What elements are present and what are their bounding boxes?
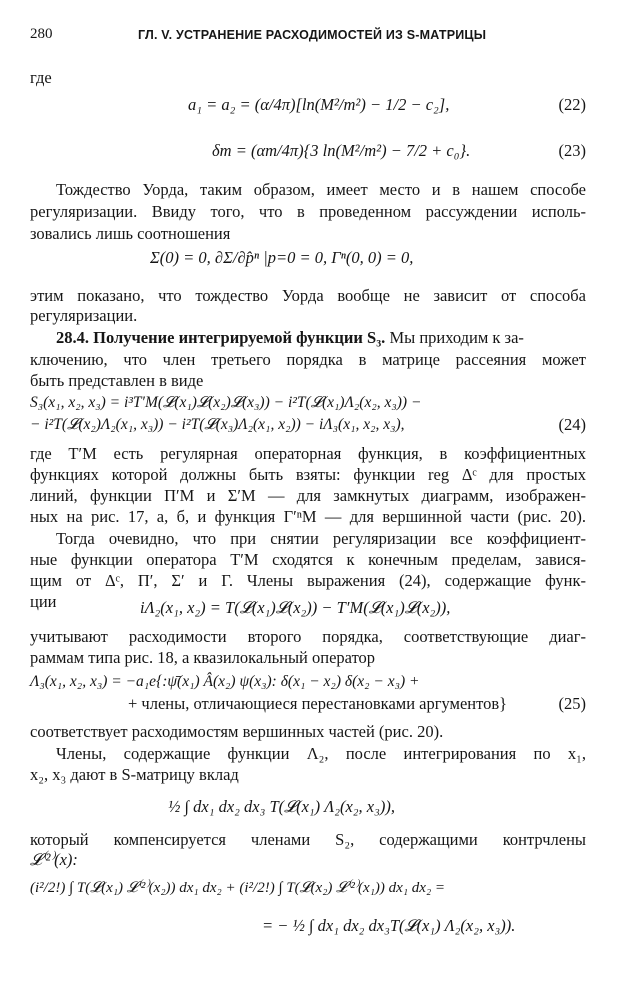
paragraph-line: этим показано, что тождество Уорда вообще не зависит от способа [30, 286, 586, 305]
paragraph-line: соответствует расходимостям вершинных частей (рис. 20). [30, 722, 444, 741]
paragraph-line: ных на рис. 17, а, б, и функция Γ′ⁿM — для вершинной части (рис. 20). [30, 507, 586, 526]
paragraph-line: Члены, содержащие функции Λ₂, после интегрирования по x₁, [56, 744, 586, 763]
paragraph-line: ции [30, 592, 57, 611]
paragraph-line: Тогда очевидно, что при снятии регуляризации все коэффициент- [56, 529, 586, 548]
paragraph-line: линий, функции Π′M и Σ′M — для замкнутых диаграмм, изображен- [30, 486, 586, 505]
equation-24-line2: − i²T(𝓛(x₂)Λ₂(x₁, x₃)) − i²T(𝓛(x₃)Λ₂(x₁, x₂)) − iΛ₃(x₁, x₂, x₃), [30, 416, 405, 433]
paragraph-line: раммам типа рис. 18, а квазилокальный оператор [30, 648, 376, 667]
paragraph-line: Тождество Уорда, таким образом, имеет место и в нашем способе [56, 180, 586, 199]
paragraph-line: учитывают расходимости второго порядка, соответствующие диаг- [30, 627, 586, 646]
page-number: 280 [30, 26, 53, 42]
paragraph-line: Мы приходим к за- [389, 328, 524, 347]
paragraph-line: где T′M есть регулярная операторная функция, в коэффициентных [30, 444, 586, 463]
equation-22: a₁ = a₂ = (α/4π)[ln(M²/m²) − 1/2 − c₂], [188, 95, 450, 114]
equation-24-line1: S₃(x₁, x₂, x₃) = i³T′M(𝓛(x₁)𝓛(x₂)𝓛(x₃)) − i²T(𝓛(x₁)Λ₂(x₂, x₃)) − [30, 394, 422, 411]
equation-25-number: (25) [558, 694, 586, 713]
running-header [30, 26, 596, 48]
section-heading-line [56, 328, 586, 348]
equation-23: δm = (αm/4π){3 ln(M²/m²) − 7/2 + c₀}. [212, 141, 471, 160]
equation-23-number: (23) [558, 141, 586, 160]
intro-word: где [30, 68, 52, 87]
paragraph-line: регуляризации. [30, 306, 138, 325]
equation-25-line2: + члены, отличающиеся перестановками аргументов} [128, 694, 508, 713]
paragraph-line: зовались лишь соотношения [30, 224, 231, 243]
paragraph-line: ные функции оператора T′M сходятся к конечным пределам, завися- [30, 550, 586, 569]
paragraph-line: ключению, что член третьего порядка в матрице рассеяния может [30, 350, 586, 369]
equation-25-line1: Λ₃(x₁, x₂, x₃) = −a₁e{:ψ̄(x₁) Â(x₂) ψ(x₃): δ(x₁ − x₂) δ(x₂ − x₃) + [30, 673, 420, 690]
paragraph-line: который компенсируется членами S₂, содержащими контрчлены [30, 830, 586, 849]
equation-final-line2: = − ½ ∫ dx₁ dx₂ dx₃T(𝓛(x₁) Λ₂(x₂, x₃)). [262, 916, 516, 935]
equation-22-number: (22) [558, 95, 586, 114]
paragraph-line: регуляризации. Ввиду того, что в проведенном рассуждении исполь- [30, 202, 586, 221]
equation-contribution: ½ ∫ dx₁ dx₂ dx₃ T(𝓛(x₁) Λ₂(x₂, x₃)), [168, 797, 395, 816]
equation-relations: Σ(0) = 0, ∂Σ/∂p̂ⁿ |p=0 = 0, Γⁿ(0, 0) = 0, [150, 248, 414, 267]
equation-24-number: (24) [558, 415, 586, 434]
paragraph-line: щим от Δᶜ, Π′, Σ′ и Γ. Члены выражения (24), содержащие функ- [30, 571, 586, 590]
paragraph-line: функциях которой должны быть взяты: функции reg Δᶜ для простых [30, 465, 586, 484]
section-title: 28.4. Получение интегрируемой функции S₃. [56, 328, 386, 347]
paragraph-line: x₂, x₃ дают в S-матрицу вклад [30, 765, 239, 784]
paragraph-line: 𝓛⁽²⁾(x): [30, 850, 78, 869]
equation-lambda2: iΛ₂(x₁, x₂) = T(𝓛(x₁)𝓛(x₂)) − T′M(𝓛(x₁)𝓛(x₂)), [140, 598, 451, 617]
running-title: ГЛ. V. УСТРАНЕНИЕ РАСХОДИМОСТЕЙ ИЗ S-МАТРИЦЫ [138, 28, 487, 42]
paragraph-line: быть представлен в виде [30, 371, 204, 390]
equation-final-line1: (i²/2!) ∫ T(𝓛(x₁) 𝓛⁽²⁾(x₂)) dx₁ dx₂ + (i²/2!) ∫ T(𝓛(x₂) 𝓛⁽²⁾(x₁)) dx₁ dx₂ = [30, 880, 446, 896]
